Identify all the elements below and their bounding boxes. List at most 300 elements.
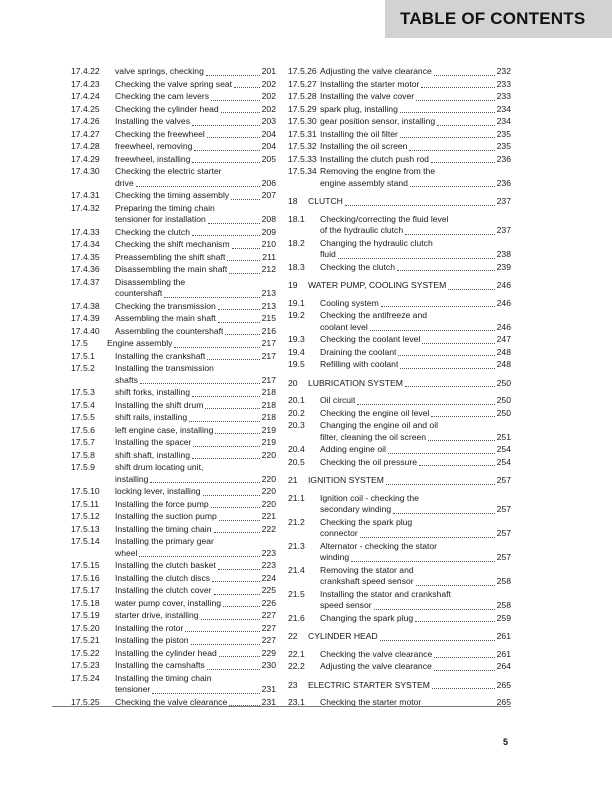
toc-entry[interactable] [288, 91, 511, 103]
toc-entry[interactable] [71, 79, 276, 91]
toc-entry[interactable] [288, 214, 511, 237]
toc-entry-page: 246 [496, 297, 511, 308]
toc-entry[interactable] [71, 104, 276, 116]
toc-entry[interactable] [71, 486, 276, 498]
toc-entry-page: 220 [261, 486, 276, 496]
toc-entry[interactable] [71, 511, 276, 523]
toc-entry-title: Checking the valve clearance [320, 648, 433, 659]
toc-entry[interactable] [288, 79, 511, 91]
toc-entry-page: 220 [261, 473, 276, 484]
dot-leader [136, 186, 260, 187]
toc-entry-number: 17.5.7 [71, 437, 95, 447]
toc-entry-title: Checking the coolant level [320, 334, 421, 344]
toc-entry[interactable] [288, 298, 511, 310]
dot-leader [357, 404, 494, 405]
toc-entry[interactable] [71, 277, 276, 300]
toc-entry-title: Checking the spark plug [320, 516, 413, 527]
toc-entry-number: 19 [288, 280, 298, 290]
toc-entry[interactable] [71, 116, 276, 128]
dot-leader [428, 440, 495, 441]
dot-leader [374, 609, 495, 610]
toc-entry[interactable] [71, 598, 276, 610]
toc-entry-page: 250 [496, 377, 511, 388]
toc-entry[interactable] [71, 400, 276, 412]
toc-entry-page: 257 [496, 475, 511, 485]
toc-entry-title: Installing the valve cover [320, 91, 415, 101]
toc-entry-title: secondary winding [320, 504, 392, 514]
toc-entry-number: 19.4 [288, 346, 305, 357]
toc-entry-title: Checking the valve clearance [115, 696, 228, 707]
toc-entry-page: 261 [496, 648, 511, 659]
toc-entry-title: Installing the starter motor [320, 78, 420, 89]
page-number: 5 [503, 737, 509, 747]
toc-entry-page: 218 [261, 387, 276, 397]
toc-entry-title: Assembling the countershaft [115, 325, 224, 336]
dot-leader [208, 223, 260, 224]
toc-entry[interactable] [288, 154, 511, 166]
toc-entry-title: Cooling system [320, 297, 379, 308]
dot-leader [405, 386, 495, 387]
toc-entry[interactable] [71, 166, 276, 189]
toc-entry-page: 213 [261, 300, 276, 311]
toc-entry[interactable] [71, 387, 276, 399]
toc-entry-number: 17.4.36 [71, 264, 100, 274]
toc-entry-title: Checking the clutch [115, 226, 190, 237]
dot-leader [214, 594, 260, 595]
toc-entry-number: 17.4.24 [71, 91, 100, 101]
toc-entry-title: filter, cleaning the oil screen [320, 431, 427, 442]
toc-entry[interactable] [71, 412, 276, 424]
toc-entry[interactable] [71, 252, 276, 264]
toc-entry-number: 17.4.31 [71, 190, 100, 200]
toc-entry-number: 17.5.23 [71, 660, 100, 670]
dot-leader [431, 162, 495, 163]
toc-entry-number: 17.5.9 [71, 462, 95, 472]
toc-entry[interactable] [71, 635, 276, 647]
toc-entry-number: 18.3 [288, 261, 305, 272]
toc-entry-page: 233 [496, 91, 511, 101]
toc-entry-page: 258 [496, 576, 511, 586]
dot-leader [434, 75, 495, 76]
toc-entry-title: tensioner [115, 684, 151, 694]
toc-entry[interactable] [288, 238, 511, 261]
toc-entry[interactable] [288, 517, 511, 540]
toc-entry[interactable] [71, 363, 276, 386]
toc-entry-title: Preparing the timing chain [115, 202, 215, 213]
toc-entry[interactable] [71, 91, 276, 103]
toc-entry-page: 237 [496, 225, 511, 235]
toc-entry-number: 17.4.33 [71, 226, 100, 237]
toc-entry-title: Disassembling the [115, 276, 186, 287]
toc-entry[interactable] [71, 623, 276, 635]
toc-entry-number: 21.3 [288, 540, 305, 551]
toc-entry[interactable] [71, 450, 276, 462]
toc-entry-number: 17.5.33 [288, 153, 317, 164]
dot-leader [410, 186, 495, 187]
toc-entry-page: 217 [261, 338, 276, 348]
toc-entry-title: Checking the transmission [115, 300, 216, 311]
toc-entry-title: Installing the force pump [115, 498, 209, 509]
toc-entry-title: Oil circuit [320, 395, 356, 405]
toc-entry-title: Changing the engine oil and oil [320, 420, 439, 430]
toc-entry-number: 20 [288, 377, 298, 388]
toc-entry-title: water pump cover, installing [115, 597, 222, 608]
dot-leader [211, 507, 260, 508]
toc-entry-page: 251 [496, 431, 511, 442]
toc-entry-number: 22.2 [288, 661, 305, 671]
toc-entry[interactable] [71, 585, 276, 597]
toc-entry-number: 17.4.38 [71, 300, 100, 311]
toc-entry-number: 21.6 [288, 612, 305, 623]
toc-entry-page: 223 [261, 547, 276, 558]
toc-entry[interactable] [288, 420, 511, 443]
toc-entry[interactable] [288, 359, 511, 371]
toc-entry-title: valve springs, checking [115, 66, 204, 76]
toc-entry-title: LUBRICATION SYSTEM [308, 377, 403, 388]
toc-entry-title: Installing the timing chain [115, 672, 212, 683]
toc-entry[interactable] [71, 499, 276, 511]
toc-entry[interactable] [71, 141, 276, 153]
toc-entry-title: Installing the shift drum [115, 399, 204, 410]
toc-entry-number: 17.4.40 [71, 325, 100, 336]
toc-entry[interactable] [71, 560, 276, 572]
toc-entry[interactable] [71, 437, 276, 449]
dot-leader [234, 87, 260, 88]
toc-entry-number: 17.5.22 [71, 647, 100, 658]
toc-entry-title: starter drive, installing [115, 610, 199, 620]
toc-entry-title: Checking the antifreeze and [320, 310, 428, 320]
toc-entry[interactable] [288, 589, 511, 612]
toc-entry[interactable] [71, 154, 276, 166]
toc-entry[interactable] [288, 129, 511, 141]
toc-entry-title: fluid [320, 249, 336, 259]
toc-entry-page: 223 [261, 560, 276, 570]
toc-entry-number: 17.5.24 [71, 672, 100, 683]
toc-entry-title: shift drum locating unit, [115, 462, 204, 472]
toc-entry-page: 232 [496, 66, 511, 76]
toc-entry-number: 21.1 [288, 492, 305, 503]
toc-entry-page: 258 [496, 600, 511, 610]
toc-entry-title: engine assembly stand [320, 177, 408, 188]
dot-leader [191, 644, 260, 645]
dot-leader [231, 199, 259, 200]
toc-entry-title: ELECTRIC STARTER SYSTEM [308, 679, 430, 690]
toc-entry-page: 254 [496, 444, 511, 454]
toc-entry-page: 248 [496, 346, 511, 357]
toc-entry-number: 17.5.16 [71, 572, 100, 583]
dot-leader [386, 484, 495, 485]
dot-leader [215, 433, 259, 434]
toc-entry-page: 207 [261, 190, 276, 200]
toc-entry-page: 265 [496, 679, 511, 690]
toc-entry-number: 21.4 [288, 564, 305, 575]
toc-entry[interactable] [288, 457, 511, 469]
toc-entry-page: 219 [261, 437, 276, 447]
toc-entry-title: Checking the cam levers [115, 91, 210, 101]
toc-entry-page: 202 [261, 78, 276, 89]
toc-entry-number: 17.5.32 [288, 141, 317, 151]
toc-entry[interactable] [71, 524, 276, 536]
toc-entry[interactable] [71, 462, 276, 485]
toc-entry-number: 17.4.27 [71, 128, 100, 139]
toc-entry-page: 202 [261, 103, 276, 114]
toc-chapter-entry[interactable] [288, 680, 511, 692]
dot-leader [416, 100, 495, 101]
toc-entry-number: 21.5 [288, 588, 305, 599]
toc-entry-number: 17.5.13 [71, 523, 100, 534]
dot-leader [221, 112, 260, 113]
dot-leader [218, 322, 260, 323]
dot-leader [218, 309, 260, 310]
toc-entry-page: 234 [496, 116, 511, 126]
toc-entry[interactable] [71, 190, 276, 202]
toc-left-column [71, 66, 276, 708]
toc-entry-number: 20.1 [288, 395, 305, 405]
toc-entry-number: 20.5 [288, 456, 305, 467]
dot-leader [381, 306, 495, 307]
dot-leader [189, 421, 260, 422]
toc-entry-title: Checking the cylinder head [115, 103, 219, 114]
toc-entry[interactable] [71, 338, 276, 350]
toc-entry[interactable] [288, 649, 511, 661]
toc-entry-title: Draining the coolant [320, 346, 397, 357]
toc-chapter-entry[interactable] [288, 631, 511, 643]
toc-entry-number: 17.5.14 [71, 536, 100, 546]
toc-entry-title: Installing the clutch basket [115, 560, 216, 570]
dot-leader [232, 248, 260, 249]
toc-entry[interactable] [288, 334, 511, 346]
toc-entry-title: Installing the oil screen [320, 141, 408, 151]
toc-right-column [288, 66, 511, 709]
toc-entry-number: 17.5.4 [71, 399, 95, 410]
toc-entry-number: 17.5.30 [288, 116, 317, 126]
toc-entry-page: 206 [261, 177, 276, 188]
toc-entry[interactable] [71, 301, 276, 313]
toc-entry[interactable] [71, 66, 276, 78]
toc-entry-title: shafts [115, 374, 138, 385]
toc-entry-title: Adding engine oil [320, 444, 386, 454]
toc-entry-title: left engine case, installing [115, 424, 214, 435]
toc-entry-title: of the hydraulic clutch [320, 225, 404, 235]
dot-leader [219, 656, 260, 657]
toc-entry[interactable] [288, 565, 511, 588]
toc-entry[interactable] [71, 648, 276, 660]
dot-leader [218, 569, 260, 570]
toc-entry[interactable] [288, 408, 511, 420]
toc-entry[interactable] [288, 262, 511, 274]
toc-entry-number: 17.5.21 [71, 635, 100, 645]
toc-entry-page: 231 [261, 696, 276, 707]
dot-leader [205, 408, 259, 409]
toc-entry-number: 17.4.26 [71, 116, 100, 126]
dot-leader [194, 150, 259, 151]
toc-chapter-entry[interactable] [288, 475, 511, 487]
toc-entry-title: Installing the cylinder head [115, 647, 217, 658]
toc-entry-number: 17.5.1 [71, 350, 95, 361]
toc-entry-number: 17.5.10 [71, 486, 100, 496]
dot-leader [421, 87, 494, 88]
toc-entry[interactable] [71, 573, 276, 585]
toc-entry-number: 17.4.39 [71, 313, 100, 323]
toc-entry-page: 231 [261, 684, 276, 694]
toc-entry-page: 205 [261, 153, 276, 164]
toc-entry-number: 17.5.28 [288, 91, 317, 101]
dot-leader [206, 75, 260, 76]
dot-leader [380, 640, 495, 641]
dot-leader [397, 270, 495, 271]
dot-leader [207, 359, 259, 360]
dot-leader [219, 520, 260, 521]
toc-entry-title: Preassembling the shift shaft [115, 251, 226, 262]
toc-entry-page: 209 [261, 226, 276, 237]
toc-entry-title: tensioner for installation [115, 214, 206, 224]
toc-entry-page: 229 [261, 647, 276, 658]
toc-chapter-entry[interactable] [288, 378, 511, 390]
toc-entry[interactable] [288, 141, 511, 153]
toc-entry-number: 17.4.29 [71, 153, 100, 164]
toc-entry-number: 18 [288, 196, 298, 206]
toc-entry-number: 19.3 [288, 334, 305, 344]
toc-entry-title: gear position sensor, installing [320, 116, 436, 126]
toc-entry-number: 17.5.19 [71, 610, 100, 620]
toc-entry[interactable] [71, 203, 276, 226]
toc-entry[interactable] [288, 661, 511, 673]
toc-entry[interactable] [71, 129, 276, 141]
toc-entry-page: 202 [261, 91, 276, 101]
toc-entry-title: locking lever, installing [115, 486, 201, 496]
dot-leader [434, 670, 495, 671]
toc-entry[interactable] [71, 536, 276, 559]
toc-chapter-entry[interactable] [288, 280, 511, 292]
toc-entry[interactable] [71, 326, 276, 338]
toc-entry-title: Installing the clutch discs [115, 572, 211, 583]
toc-entry[interactable] [288, 541, 511, 564]
toc-entry-title: Installing the clutch push rod [320, 153, 429, 164]
toc-entry-number: 20.3 [288, 420, 305, 430]
toc-entry-title: installing [115, 473, 149, 484]
toc-entry-number: 17.5.29 [288, 103, 317, 114]
dot-leader [192, 162, 259, 163]
toc-entry-title: shift shaft, installing [115, 449, 190, 460]
toc-entry-page: 235 [496, 141, 511, 151]
toc-entry-title: Checking the valve spring seat [115, 78, 233, 89]
dot-leader [448, 289, 494, 290]
toc-entry[interactable] [288, 66, 511, 78]
dot-leader [388, 453, 495, 454]
dot-leader [432, 688, 495, 689]
toc-entry-title: Checking the freewheel [115, 128, 205, 139]
toc-entry-page: 230 [261, 660, 276, 670]
toc-entry[interactable] [71, 239, 276, 251]
dot-leader [203, 495, 260, 496]
toc-entry-number: 22 [288, 631, 298, 641]
toc-entry-number: 17.5.26 [288, 66, 317, 76]
toc-entry[interactable] [288, 613, 511, 625]
toc-entry-page: 222 [261, 523, 276, 534]
toc-entry[interactable] [288, 347, 511, 359]
toc-entry-number: 17.4.23 [71, 78, 100, 89]
toc-entry-title: Removing the stator and [320, 564, 414, 575]
dot-leader [229, 273, 259, 274]
dot-leader [223, 606, 260, 607]
dot-leader [400, 112, 495, 113]
toc-entry-title: Checking/correcting the fluid level [320, 213, 449, 224]
dot-leader [431, 416, 494, 417]
toc-entry-title: Installing the clutch cover [115, 585, 212, 595]
toc-entry[interactable] [288, 104, 511, 116]
toc-entry[interactable] [71, 227, 276, 239]
toc-entry[interactable] [71, 351, 276, 363]
toc-chapter-entry[interactable] [288, 196, 511, 208]
toc-entry-page: 220 [261, 449, 276, 460]
toc-entry-number: 23.1 [288, 697, 305, 707]
dot-leader [405, 234, 495, 235]
toc-entry[interactable] [288, 166, 511, 189]
toc-entry-page: 248 [496, 359, 511, 369]
toc-entry[interactable] [71, 264, 276, 276]
dot-leader [207, 669, 260, 670]
toc-entry-number: 19.1 [288, 297, 305, 308]
toc-entry-page: 220 [261, 498, 276, 509]
toc-entry-title: Removing the engine from the [320, 166, 436, 176]
toc-entry-title: Ignition coil - checking the [320, 492, 419, 503]
dot-leader [437, 125, 495, 126]
toc-entry-number: 17.4.22 [71, 66, 100, 76]
toc-entry-title: WATER PUMP, COOLING SYSTEM [308, 280, 447, 290]
toc-entry-number: 17.5.17 [71, 585, 100, 595]
toc-entry-title: Checking the electric starter [115, 166, 222, 176]
toc-entry-page: 239 [496, 261, 511, 272]
toc-entry-number: 17.5.27 [288, 78, 317, 89]
toc-entry-title: crankshaft speed sensor [320, 576, 414, 586]
toc-entry-page: 201 [261, 66, 276, 76]
toc-entry-title: IGNITION SYSTEM [308, 475, 384, 485]
toc-entry-title: coolant level [320, 321, 368, 332]
toc-entry[interactable] [288, 444, 511, 456]
toc-entry-number: 17.4.25 [71, 103, 100, 114]
toc-entry[interactable] [288, 395, 511, 407]
toc-entry-title: Installing the oil filter [320, 128, 398, 139]
toc-entry-number: 18.2 [288, 237, 305, 248]
toc-entry-number: 17.5.5 [71, 412, 95, 422]
toc-entry[interactable] [71, 313, 276, 325]
dot-leader [193, 446, 259, 447]
toc-entry-page: 227 [261, 610, 276, 620]
toc-entry[interactable] [71, 425, 276, 437]
toc-entry[interactable] [288, 116, 511, 128]
toc-entry[interactable] [288, 493, 511, 516]
toc-entry-page: 246 [496, 321, 511, 332]
toc-entry-title: Engine assembly [107, 338, 173, 348]
dot-leader [345, 205, 495, 206]
toc-entry-number: 22.1 [288, 648, 305, 659]
toc-entry[interactable] [71, 660, 276, 672]
toc-entry-title: Installing the crankshaft [115, 350, 206, 361]
dot-leader [419, 465, 495, 466]
toc-entry-title: Installing the piston [115, 635, 189, 645]
toc-entry-number: 17.5.12 [71, 511, 100, 521]
toc-entry-number: 21 [288, 475, 298, 485]
toc-entry-title: Changing the hydraulic clutch [320, 237, 433, 248]
toc-entry[interactable] [71, 610, 276, 622]
toc-entry-number: 17.4.30 [71, 166, 100, 176]
toc-entry[interactable] [288, 310, 511, 333]
dot-leader [207, 137, 260, 138]
toc-entry[interactable] [71, 673, 276, 696]
toc-entry-title: shift rails, installing [115, 412, 188, 422]
toc-entry-title: Checking the oil pressure [320, 456, 417, 467]
toc-entry-page: 247 [496, 334, 511, 344]
